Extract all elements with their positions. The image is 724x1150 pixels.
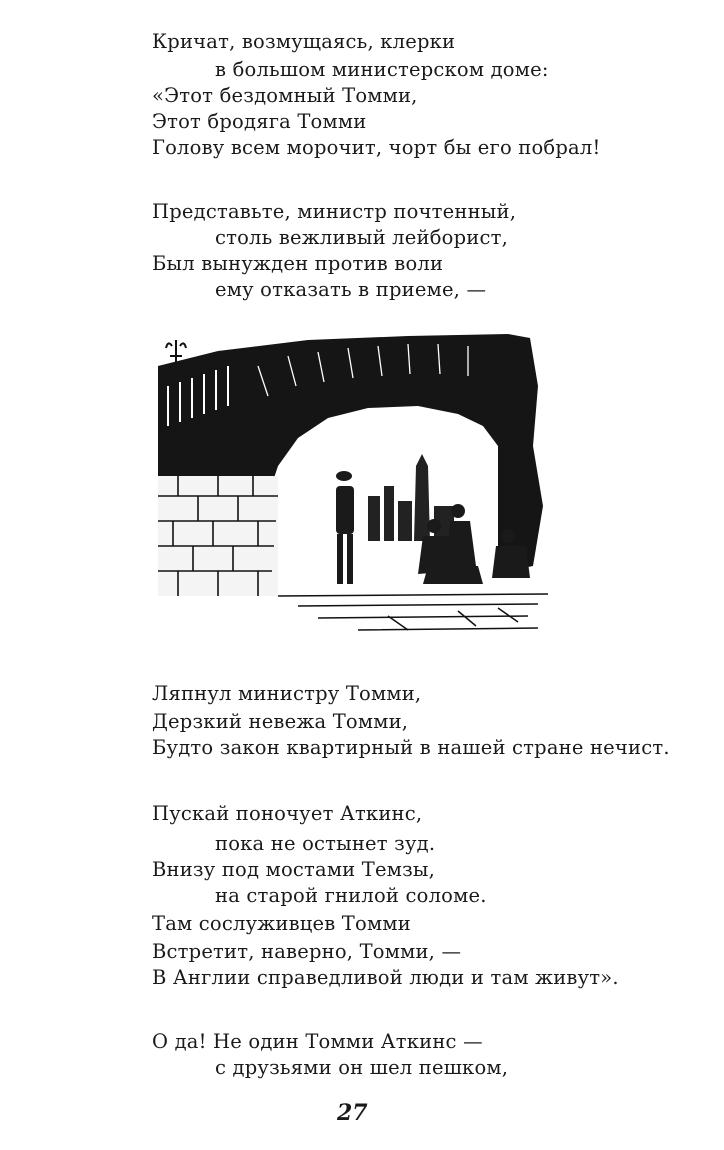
poem-line: с друзьями он шел пешком, (215, 1056, 509, 1079)
poem-line: на старой гнилой соломе. (215, 884, 487, 907)
poem-line: столь вежливый лейборист, (215, 226, 508, 249)
poem-line: Пускай поночует Аткинс, (152, 802, 423, 825)
poem-line: «Этот бездомный Томми, (152, 84, 418, 107)
poem-line: Голову всем морочит, чорт бы его побрал! (152, 136, 601, 159)
poem-line: Дерзкий невежа Томми, (152, 710, 409, 733)
poem-line: Будто закон квартирный в нашей стране нечист. (152, 736, 670, 759)
poem-line: О да! Не один Томми Аткинс — (152, 1030, 483, 1053)
poem-line: Был вынужден против воли (152, 252, 444, 275)
poem-line: в большом министерском доме: (215, 58, 549, 81)
poem-line: Там сослуживцев Томми (152, 912, 411, 935)
poem-line: пока не остынет зуд. (215, 832, 436, 855)
poem-line: Ляпнул министру Томми, (152, 682, 422, 705)
bridge-illustration (158, 326, 548, 644)
poem-line: Этот бродяга Томми (152, 110, 367, 133)
poem-line: В Англии справедливой люди и там живут». (152, 966, 619, 989)
poem-line: Внизу под мостами Темзы, (152, 858, 436, 881)
poem-line: Встретит, наверно, Томми, — (152, 940, 462, 963)
page-number: 27 (337, 1100, 368, 1126)
poem-line: Представьте, министр почтенный, (152, 200, 517, 223)
poem-line: ему отказать в приеме, — (215, 278, 487, 301)
poem-line: Кричат, возмущаясь, клерки (152, 30, 456, 53)
